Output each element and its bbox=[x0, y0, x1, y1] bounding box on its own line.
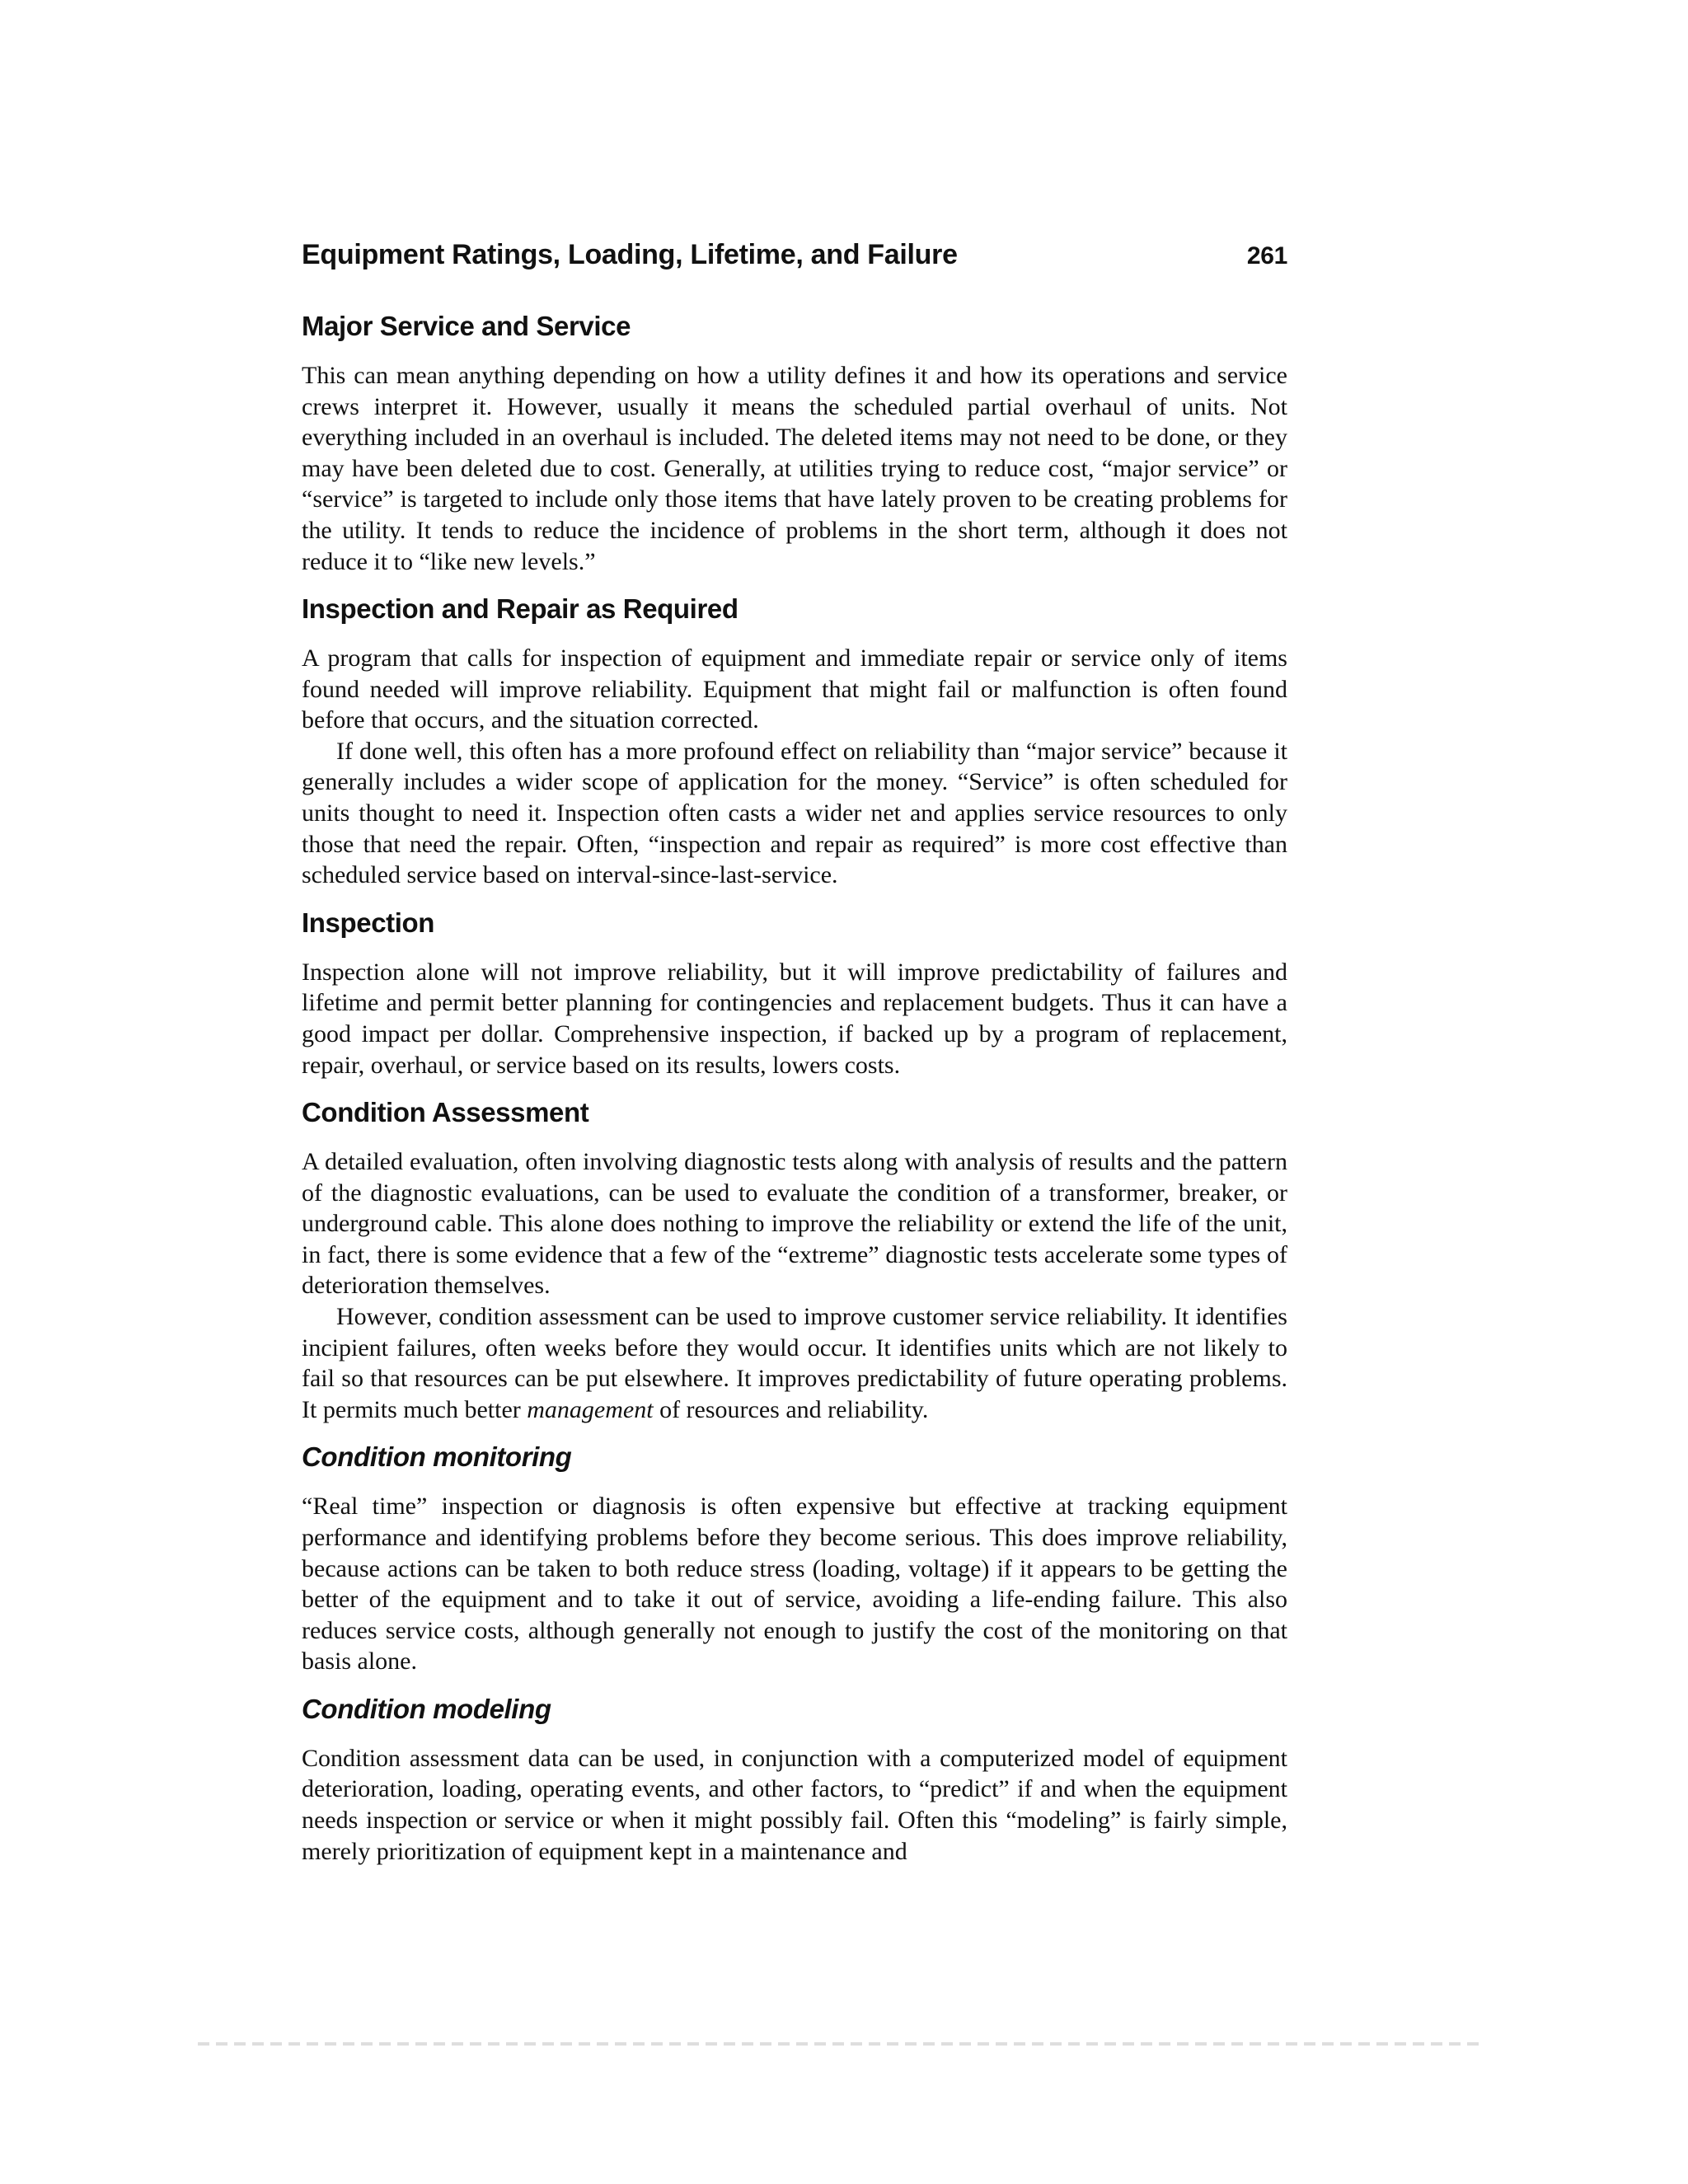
section-heading: Inspection bbox=[302, 907, 435, 938]
chapter-title: Equipment Ratings, Loading, Lifetime, and Failure bbox=[302, 239, 958, 270]
text-run: of resources and reliability. bbox=[653, 1395, 929, 1423]
section-condition-monitoring bbox=[302, 1441, 1287, 1677]
emphasis-text: management bbox=[527, 1395, 654, 1423]
running-header bbox=[302, 239, 1287, 271]
section-inspection-repair bbox=[302, 593, 1287, 891]
section-heading: Major Service and Service bbox=[302, 311, 631, 341]
section-heading: Inspection and Repair as Required bbox=[302, 593, 738, 625]
paragraph: A detailed evaluation, often involving diagnostic tests along with analysis of results and the pattern of the diagnostic evaluations, can be used to evaluate the condition of a transformer, breaker, or underground cable. This alone does nothing to improve the reliability or extend the life of the unit, in fact, there is some evidence that a few of the “extreme” diagnostic tests accelerate some types of deterioration themselves. bbox=[302, 1148, 1287, 1300]
scan-artifact-line bbox=[198, 2042, 1484, 2046]
paragraph: If done well, this often has a more profound effect on reliability than “major service” because it generally includes a wider scope of application for the money. “Service” is often scheduled for units thought to need it. Inspection often casts a wider net and applies service resources to only those that need the repair. Often, “inspection and repair as required” is more cost effective than scheduled service based on interval-since-last-service. bbox=[302, 737, 1287, 889]
paragraph: “Real time” inspection or diagnosis is often expensive but effective at tracking equipment performance and identifying problems before they become serious. This does improve reliability, because actions can be taken to both reduce stress (loading, voltage) if it appears to be getting the better of the equipment and to take it out of service, avoiding a life-ending failure. This also reduces service costs, although generally not enough to justify the cost of the monitoring on that basis alone. bbox=[302, 1493, 1287, 1675]
section-condition-assessment bbox=[302, 1097, 1287, 1425]
paragraph: This can mean anything depending on how a utility defines it and how its operations and service crews interpret it. However, usually it means the scheduled partial overhaul of units. Not everything included in an overhaul is included. The deleted items may not need to be done, or they may have been deleted due to cost. Generally, at utilities trying to reduce cost, “major service” or “service” is targeted to include only those items that have lately proven to be creating problems for the utility. It tends to reduce the incidence of problems in the short term, although it does not reduce it to “like new levels.” bbox=[302, 361, 1287, 575]
paragraph: A program that calls for inspection of equipment and immediate repair or service only of items found needed will improve reliability. Equipment that might fail or malfunction is often found before that occurs, and the situation corrected. bbox=[302, 644, 1287, 734]
section-heading: Condition Assessment bbox=[302, 1097, 589, 1128]
section-major-service bbox=[302, 311, 1287, 577]
section-inspection bbox=[302, 907, 1287, 1080]
paragraph bbox=[302, 1301, 1287, 1425]
page-number: 261 bbox=[1246, 242, 1287, 269]
subsection-heading: Condition modeling bbox=[302, 1693, 551, 1724]
subsection-heading: Condition monitoring bbox=[302, 1441, 572, 1473]
paragraph: Condition assessment data can be used, in conjunction with a computerized model of equipment deterioration, loading, operating events, and other factors, to “predict” if and when the equipment needs inspection or service or when it might possibly fail. Often this “modeling” is fairly simple, merely prioritization of equipment kept in a maintenance and bbox=[302, 1744, 1287, 1865]
paragraph: Inspection alone will not improve reliability, but it will improve predictability of failures and lifetime and permit better planning for contingencies and replacement budgets. Thus it can have a good impact per dollar. Comprehensive inspection, if backed up by a program of replacement, repair, overhaul, or service based on its results, lowers costs. bbox=[302, 958, 1287, 1079]
book-page bbox=[302, 239, 1287, 1883]
text-run: However, condition assessment can be used to improve customer service reliability. It identifies incipient failures, often weeks before they would occur. It identifies units which are not likely to fail so that resources can be put elsewhere. It improves predictability of future operating problems. It permits much better bbox=[302, 1303, 1287, 1423]
section-condition-modeling bbox=[302, 1694, 1287, 1867]
